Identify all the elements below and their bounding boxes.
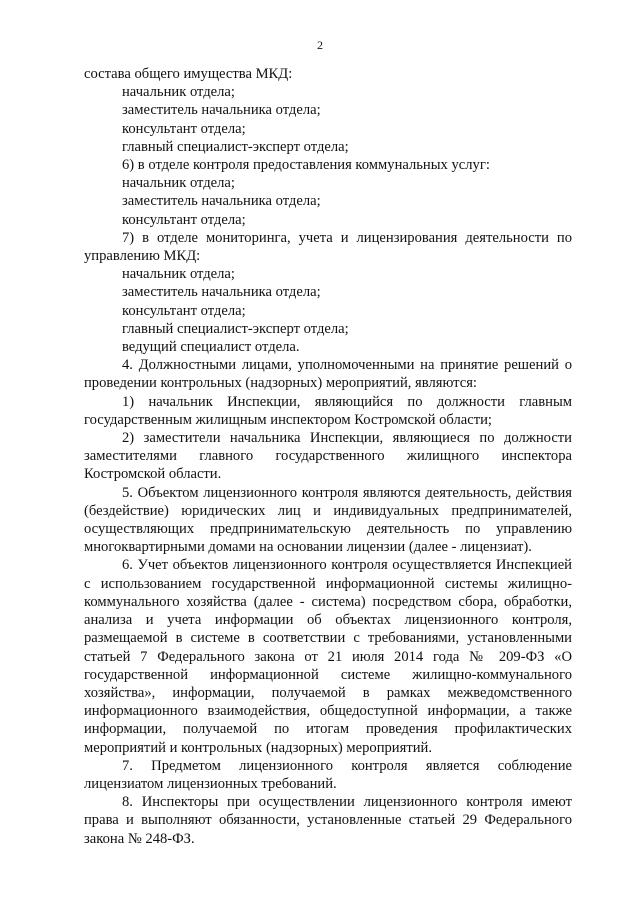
list-item: консультант отдела;: [122, 302, 246, 319]
list-item: консультант отдела;: [122, 211, 246, 228]
list-item: начальник отдела;: [122, 175, 235, 192]
paragraph-7: 7. Предметом лицензионного контроля является соблюдение лицензиатом лицензионных требований.: [84, 757, 572, 792]
list-item: главный специалист-эксперт отдела;: [122, 138, 349, 155]
list-item: заместитель начальника отдела;: [122, 193, 321, 210]
list-item: начальник отдела;: [122, 84, 235, 101]
list-item: заместитель начальника отдела;: [122, 102, 321, 119]
paragraph-8: 8. Инспекторы при осуществлении лицензионного контроля имеют права и выполняют обязанности, установленные статьей 29 Федерального закона № 248-ФЗ.: [84, 794, 572, 847]
list-item: консультант отдела;: [122, 120, 246, 137]
paragraph-4-2: 2) заместители начальника Инспекции, являющиеся по должности заместителями главного государственного жилищного инспектора Костромской области.: [84, 430, 572, 483]
paragraph-6: 6. Учет объектов лицензионного контроля осуществляется Инспекцией с использованием государственной информационной системы жилищно-коммунального хозяйства (далее - система) посредством сбора, обработки, анализа и учета информации об объектах лицензионного контроля, размещаемой в системе в соответствии с требованиями, установленными статьей 7 Федерального закона от 21 июля 2014 года № 209-ФЗ «О государственной информационной системе жилищно-коммунального хозяйства», информации, получаемой в рамках межведомственного информационного взаимодействия, общедоступной информации, а также информации, получаемой по итогам проведения профилактических мероприятий и контрольных (надзорных) мероприятий.: [84, 557, 572, 756]
list-item: 6) в отделе контроля предоставления коммунальных услуг:: [122, 157, 490, 174]
list-item: заместитель начальника отдела;: [122, 284, 321, 301]
list-item: ведущий специалист отдела.: [122, 339, 300, 356]
paragraph-4-1: 1) начальник Инспекции, являющийся по должности главным государственным жилищным инспектором Костромской области;: [84, 393, 572, 428]
list-item: начальник отдела;: [122, 266, 235, 283]
paragraph: 7) в отделе мониторинга, учета и лицензирования деятельности по управлению МКД:: [84, 229, 572, 265]
paragraph-5: 5. Объектом лицензионного контроля являются деятельность, действия (бездействие) юридических лиц и индивидуальных предпринимателей, осуществляющих предпринимательскую деятельность по управлению многоквартирными домами на основании лицензии (далее - лицензиат).: [84, 484, 572, 556]
page-number: 2: [317, 38, 323, 52]
paragraph-4: 4. Должностными лицами, уполномоченными на принятие решений о проведении контрольных (надзорных) мероприятий, являются:: [84, 357, 572, 392]
document-body: [84, 65, 572, 848]
text-line: состава общего имущества МКД:: [84, 66, 293, 82]
list-item: главный специалист-эксперт отдела;: [122, 320, 349, 337]
